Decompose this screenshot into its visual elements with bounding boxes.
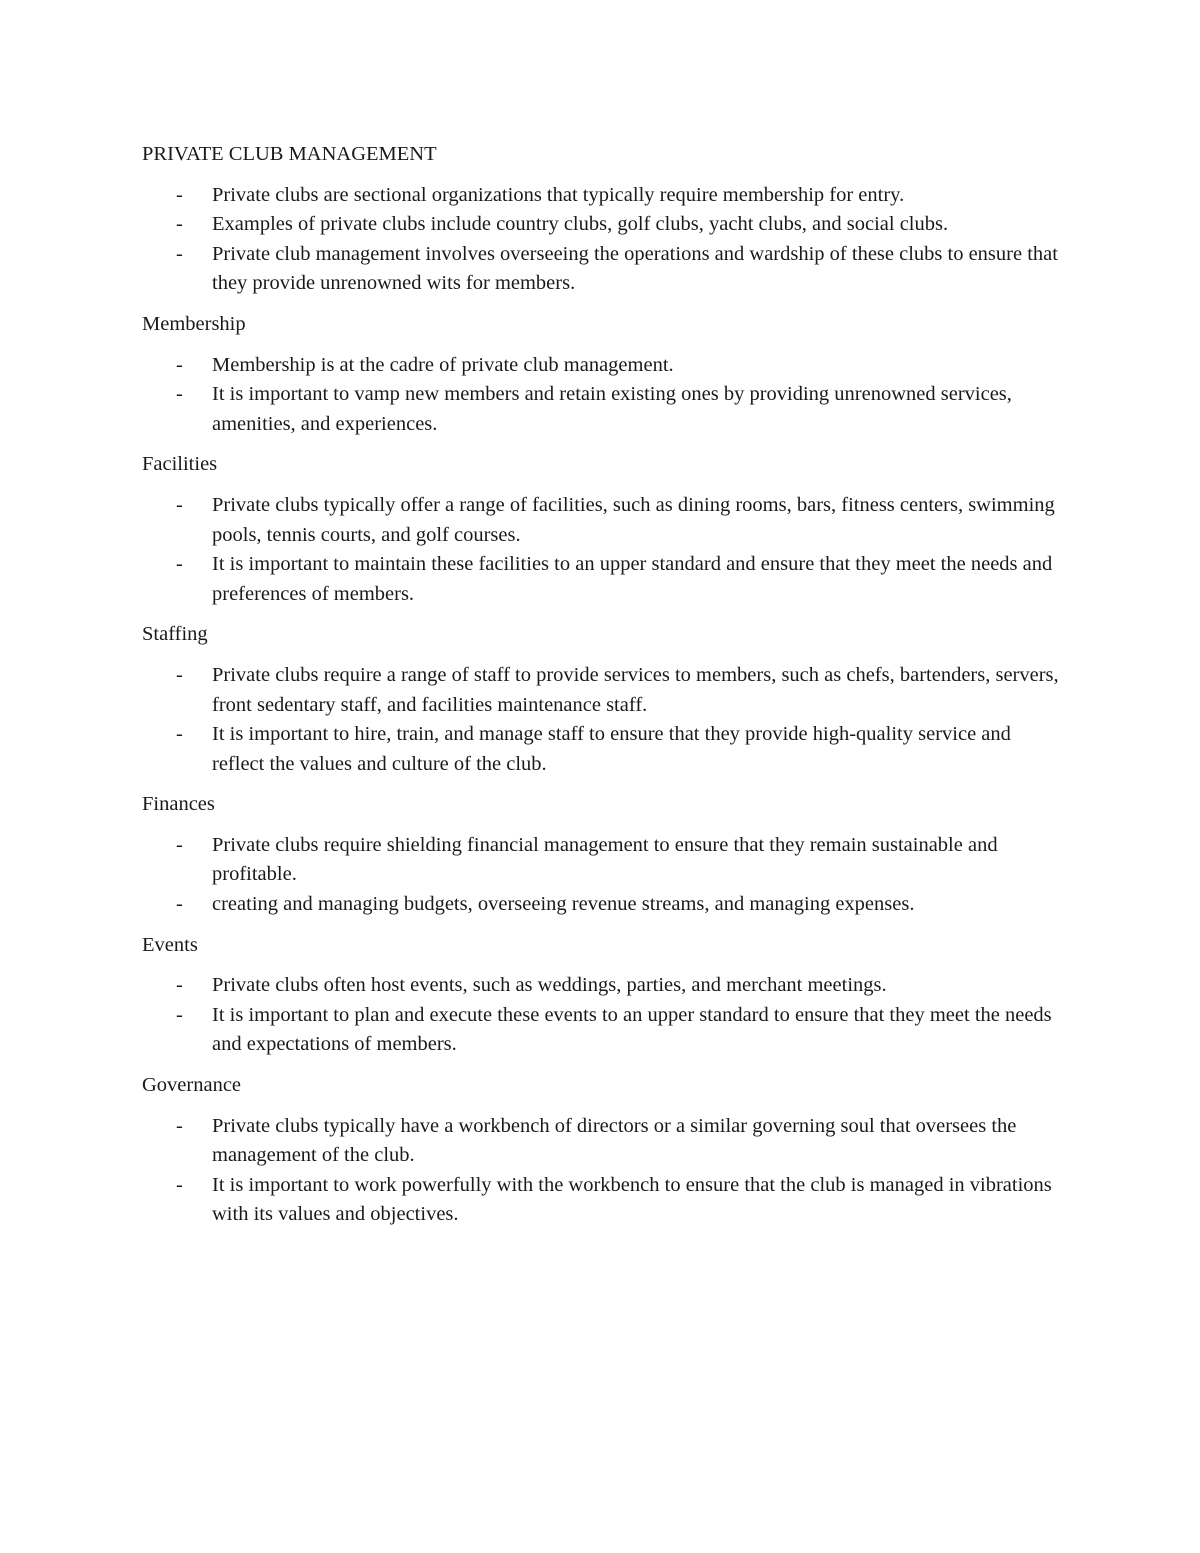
bullet-dash: - [176,1003,183,1026]
list-item [142,181,1062,211]
bullet-text: Examples of private clubs include country clubs, golf clubs, yacht clubs, and social clubs. [212,213,949,236]
section-heading: Finances [142,793,215,816]
bullet-text: It is important to work powerfully with the workbench to ensure that the club is managed in vibrations with its values and objectives. [212,1173,1052,1226]
section-bullet-list [142,1112,1062,1230]
section-heading: Governance [142,1074,242,1097]
bullet-dash: - [176,833,183,856]
list-item [142,550,1062,609]
bullet-dash: - [176,383,183,406]
bullet-dash: - [176,893,183,916]
list-item [142,661,1062,720]
section-heading: Events [142,933,198,956]
list-item [142,890,1062,920]
document-page [142,140,1062,1241]
section-staffing [142,620,1062,779]
section-heading: Membership [142,312,246,335]
bullet-text: Private clubs require shielding financial management to ensure that they remain sustainable and profitable. [212,833,998,886]
section-heading: Facilities [142,453,218,476]
bullet-dash: - [176,663,183,686]
bullet-text: creating and managing budgets, overseeing revenue streams, and managing expenses. [212,893,915,916]
bullet-text: Private clubs are sectional organizations that typically require membership for entry. [212,183,905,206]
list-item [142,971,1062,1001]
list-item [142,380,1062,439]
bullet-text: It is important to vamp new members and retain existing ones by providing unrenowned services, amenities, and experiences. [212,383,1012,435]
bullet-text: Private club management involves overseeing the operations and wardship of these clubs to ensure that they provide unrenowned wits for members. [212,242,1058,295]
bullet-text: It is important to maintain these facilities to an upper standard and ensure that they meet the needs and preferences of members. [212,553,1053,605]
bullet-dash: - [176,213,183,236]
section-bullet-list [142,971,1062,1060]
bullet-dash: - [176,1114,183,1137]
bullet-dash: - [176,353,183,376]
bullet-text: Private clubs often host events, such as weddings, parties, and merchant meetings. [212,974,887,997]
bullet-text: Membership is at the cadre of private club management. [212,353,674,376]
list-item [142,720,1062,779]
list-item [142,1001,1062,1060]
bullet-text: Private clubs require a range of staff to provide services to members, such as chefs, bartenders, servers, front sedentary staff, and facilities maintenance staff. [212,663,1059,716]
section-heading: Staffing [142,623,208,646]
section-bullet-list [142,491,1062,609]
bullet-dash: - [176,183,183,206]
bullet-dash: - [176,553,183,576]
section-bullet-list [142,661,1062,779]
list-item [142,1171,1062,1230]
list-item [142,491,1062,550]
section-facilities [142,450,1062,609]
list-item [142,210,1062,240]
list-item [142,831,1062,890]
bullet-text: Private clubs typically offer a range of facilities, such as dining rooms, bars, fitness centers, swimming pools, tennis courts, and golf courses. [212,493,1055,546]
bullet-dash: - [176,493,183,516]
document-title: PRIVATE CLUB MANAGEMENT [142,143,437,165]
bullet-text: Private clubs typically have a workbench of directors or a similar governing soul that oversees the management of the club. [212,1114,1017,1167]
section-governance [142,1071,1062,1230]
section-bullet-list [142,351,1062,440]
intro-bullet-list [142,181,1062,299]
section-membership [142,310,1062,439]
bullet-dash: - [176,974,183,997]
list-item [142,351,1062,381]
bullet-dash: - [176,1173,183,1196]
bullet-dash: - [176,723,183,746]
section-finances [142,790,1062,919]
list-item [142,1112,1062,1171]
bullet-text: It is important to hire, train, and manage staff to ensure that they provide high-quality service and reflect the values and culture of the club. [212,723,1011,775]
list-item [142,240,1062,299]
section-bullet-list [142,831,1062,920]
bullet-text: It is important to plan and execute these events to an upper standard to ensure that they meet the needs and expectations of members. [212,1003,1052,1056]
section-events [142,931,1062,1060]
bullet-dash: - [176,242,183,265]
